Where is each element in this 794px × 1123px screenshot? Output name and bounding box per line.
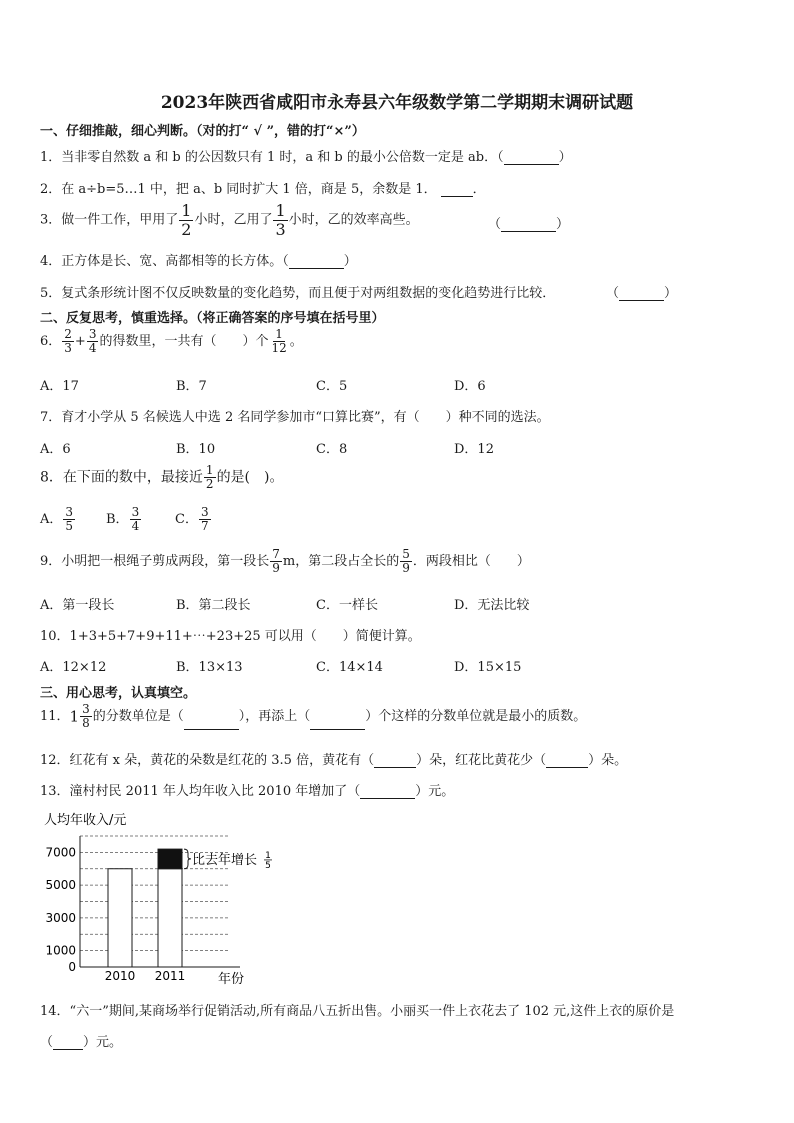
question-3-text-a: 3．做一件工作，甲用了: [40, 212, 179, 228]
question-9: [40, 548, 530, 575]
plus-sign: +: [74, 334, 86, 350]
question-7: 7．育才小学从 5 名候选人中选 2 名同学参加市“口算比赛”，有（ ）种不同的选法。: [40, 410, 550, 425]
y-tick-label: 0: [68, 960, 76, 974]
question-11-blank-1[interactable]: [184, 729, 239, 730]
question-11-blank-2[interactable]: [310, 729, 365, 730]
section-3-heading: 三、用心思考，认真填空。: [40, 686, 197, 701]
fraction-three-eighths: $\frac{3}{8}$: [82, 702, 90, 731]
question-6-end: 。: [289, 334, 303, 350]
q9-option-c[interactable]: C．一样长: [316, 598, 378, 613]
question-3-paren-open: （: [488, 217, 502, 232]
question-12-text-c: ）朵。: [588, 753, 628, 768]
question-13-blank[interactable]: [360, 798, 415, 799]
question-5-bracket: [606, 282, 677, 301]
q10-option-d[interactable]: D．15×15: [454, 660, 522, 675]
annotation-text: 比去年增长: [192, 852, 258, 868]
bar-2011: [158, 869, 182, 967]
q8-option-b[interactable]: B． $\frac{3}{4}$: [106, 505, 140, 534]
question-3-text-b: 小时，乙用了: [194, 212, 273, 228]
question-2-end: ．: [472, 182, 486, 197]
y-tick-label: 7000: [45, 845, 76, 860]
fraction-three-sevenths: $\frac{3}{7}$: [200, 505, 209, 534]
question-8-text-a: 8．在下面的数中，最接近: [40, 469, 203, 486]
question-11-text-c: ）个这样的分数单位就是最小的质数。: [365, 709, 587, 725]
question-5-answer-blank[interactable]: [619, 300, 664, 301]
question-3-answer-blank[interactable]: [501, 231, 556, 232]
question-1-text: 1．当非零自然数 a 和 b 的公因数只有 1 时，a 和 b 的最小公倍数一定是 ab．（: [40, 150, 504, 165]
q9-option-d[interactable]: D．无法比较: [454, 598, 530, 613]
q10-option-a[interactable]: A．12×12: [40, 660, 107, 675]
q7-option-c[interactable]: C．8: [316, 442, 348, 457]
question-3-paren-close: ）: [556, 217, 570, 232]
question-6: [40, 328, 303, 355]
q10-option-b[interactable]: B．13×13: [176, 660, 243, 675]
y-tick-label: 3000: [45, 910, 76, 925]
question-3: [40, 202, 419, 238]
question-9-text-a: 9．小明把一根绳子剪成两段，第一段长: [40, 554, 270, 570]
section-2-heading: 二、反复思考，慎重选择。（将正确答案的序号填在括号里）: [40, 311, 385, 326]
q6-option-c[interactable]: C．5: [316, 379, 348, 394]
q9-option-b[interactable]: B．第二段长: [176, 598, 251, 613]
question-5-paren-close: ）: [664, 286, 678, 301]
q7-option-d[interactable]: D．12: [454, 442, 494, 457]
question-5: [40, 282, 555, 301]
page-title: 2023年陕西省咸阳市永寿县六年级数学第二学期期末调研试题: [160, 93, 634, 113]
q9-option-a[interactable]: A．第一段长: [40, 598, 115, 613]
question-10: 10．1+3+5+7+9+11+⋯+23+25 可以用（ ）简便计算。: [40, 629, 421, 644]
question-12-text-b: ）朵，红花比黄花少（: [416, 753, 547, 768]
chart-y-ticks: [45, 845, 76, 974]
question-1-answer-blank[interactable]: [504, 164, 559, 165]
question-9-text-c: ．两段相比（ ）: [412, 554, 530, 570]
y-tick-label: 1000: [45, 943, 76, 958]
question-13-text-a: 13．潼村村民 2011 年人均年收入比 2010 年增加了（: [40, 784, 361, 799]
fraction-two-thirds: $\frac{2}{3}$: [64, 327, 72, 356]
chart-annotation: [184, 849, 272, 871]
question-3-bracket: [488, 213, 569, 232]
q6-option-a[interactable]: A．17: [40, 379, 79, 394]
y-tick-label: 5000: [45, 878, 76, 893]
fraction-five-ninths: $\frac{5}{9}$: [402, 547, 410, 576]
income-bar-chart: [40, 806, 290, 991]
bar-increase-segment: [158, 849, 182, 869]
fraction-one-half: $\frac{1}{2}$: [205, 463, 214, 492]
question-11-number: 11．: [40, 709, 70, 725]
x-tick-label: 2010: [104, 969, 136, 983]
annotation-fraction-denominator: 5: [265, 860, 271, 871]
chart-x-ticks: [105, 969, 186, 983]
question-11-text-b: ），再添上（: [238, 709, 311, 725]
bar-2010: [108, 869, 132, 967]
question-4: [40, 250, 357, 269]
annotation-fraction-numerator: 1: [265, 850, 271, 861]
question-3-text-c: 小时，乙的效率高些。: [288, 212, 419, 228]
question-12: [40, 749, 627, 768]
question-4-text: 4．正方体是长、宽、高都相等的长方体。（: [40, 254, 289, 269]
question-8-text-b: 的是( )。: [216, 469, 284, 486]
fraction-one-twelfth: $\frac{1}{12}$: [271, 327, 287, 356]
question-13: [40, 780, 454, 799]
question-14: 14．“六一”期间,某商场举行促销活动,所有商品八五折出售。小丽买一件上衣花去了 102 元,这件上衣的原价是: [40, 1004, 675, 1019]
q6-option-d[interactable]: D．6: [454, 379, 486, 394]
question-1: [40, 146, 572, 165]
mixed-number-whole: 1: [69, 707, 80, 726]
question-13-text-b: ）元。: [415, 784, 455, 799]
question-14-blank[interactable]: [53, 1049, 83, 1050]
fraction-one-third: $\frac{1}{3}$: [275, 201, 286, 239]
fraction-three-fifths: $\frac{3}{5}$: [65, 505, 74, 534]
question-6-number: 6．: [40, 334, 62, 350]
q10-option-c[interactable]: C．14×14: [316, 660, 383, 675]
question-2-text: 2．在 a÷b=5…1 中，把 a、b 同时扩大 1 倍，商是 5，余数是 1．: [40, 182, 437, 197]
question-2: [40, 178, 486, 197]
chart-bars: [108, 849, 182, 967]
question-2-answer-blank[interactable]: [441, 196, 473, 197]
question-9-text-b: m，第二段占全长的: [282, 554, 400, 570]
question-12-blank-2[interactable]: [546, 767, 588, 768]
q7-option-a[interactable]: A．6: [40, 442, 71, 457]
fraction-three-quarters: $\frac{3}{4}$: [131, 505, 140, 534]
section-1-heading: 一、仔细推敲，细心判断。（对的打“ √ ”，错的打“×”）: [40, 124, 365, 139]
question-6-text: 的得数里，一共有（ ）个: [99, 334, 269, 350]
question-14-answer-line: [40, 1031, 122, 1050]
question-14-paren-close: ）元。: [83, 1035, 123, 1050]
x-tick-label: 2011: [154, 969, 186, 983]
question-12-text-a: 12．红花有 x 朵，黄花的朵数是红花的 3.5 倍，黄花有（: [40, 753, 375, 768]
question-4-answer-blank[interactable]: [289, 268, 344, 269]
question-12-blank-1[interactable]: [374, 767, 416, 768]
q8-option-c[interactable]: C． $\frac{3}{7}$: [175, 505, 209, 534]
question-5-paren-open: （: [606, 286, 620, 301]
question-11: [40, 703, 586, 730]
question-4-end: ）: [343, 254, 357, 269]
q6-option-b[interactable]: B．7: [176, 379, 207, 394]
q7-option-b[interactable]: B．10: [176, 442, 216, 457]
chart-y-axis-label: 人均年收入/元: [44, 813, 127, 828]
q8-option-a[interactable]: A． $\frac{3}{5}$: [40, 505, 74, 534]
question-5-text: 5．复式条形统计图不仅反映数量的变化趋势，而且便于对两组数据的变化趋势进行比较．: [40, 286, 556, 301]
fraction-one-half: $\frac{1}{2}$: [181, 201, 192, 239]
question-14-paren-open: （: [40, 1035, 54, 1050]
fraction-seven-ninths: $\frac{7}{9}$: [272, 547, 280, 576]
chart-x-axis-label: 年份: [218, 972, 245, 987]
question-8: [40, 464, 284, 491]
fraction-three-quarters: $\frac{3}{4}$: [88, 327, 97, 356]
question-11-text-a: 的分数单位是（: [92, 709, 184, 725]
question-1-end: ）: [558, 150, 572, 165]
